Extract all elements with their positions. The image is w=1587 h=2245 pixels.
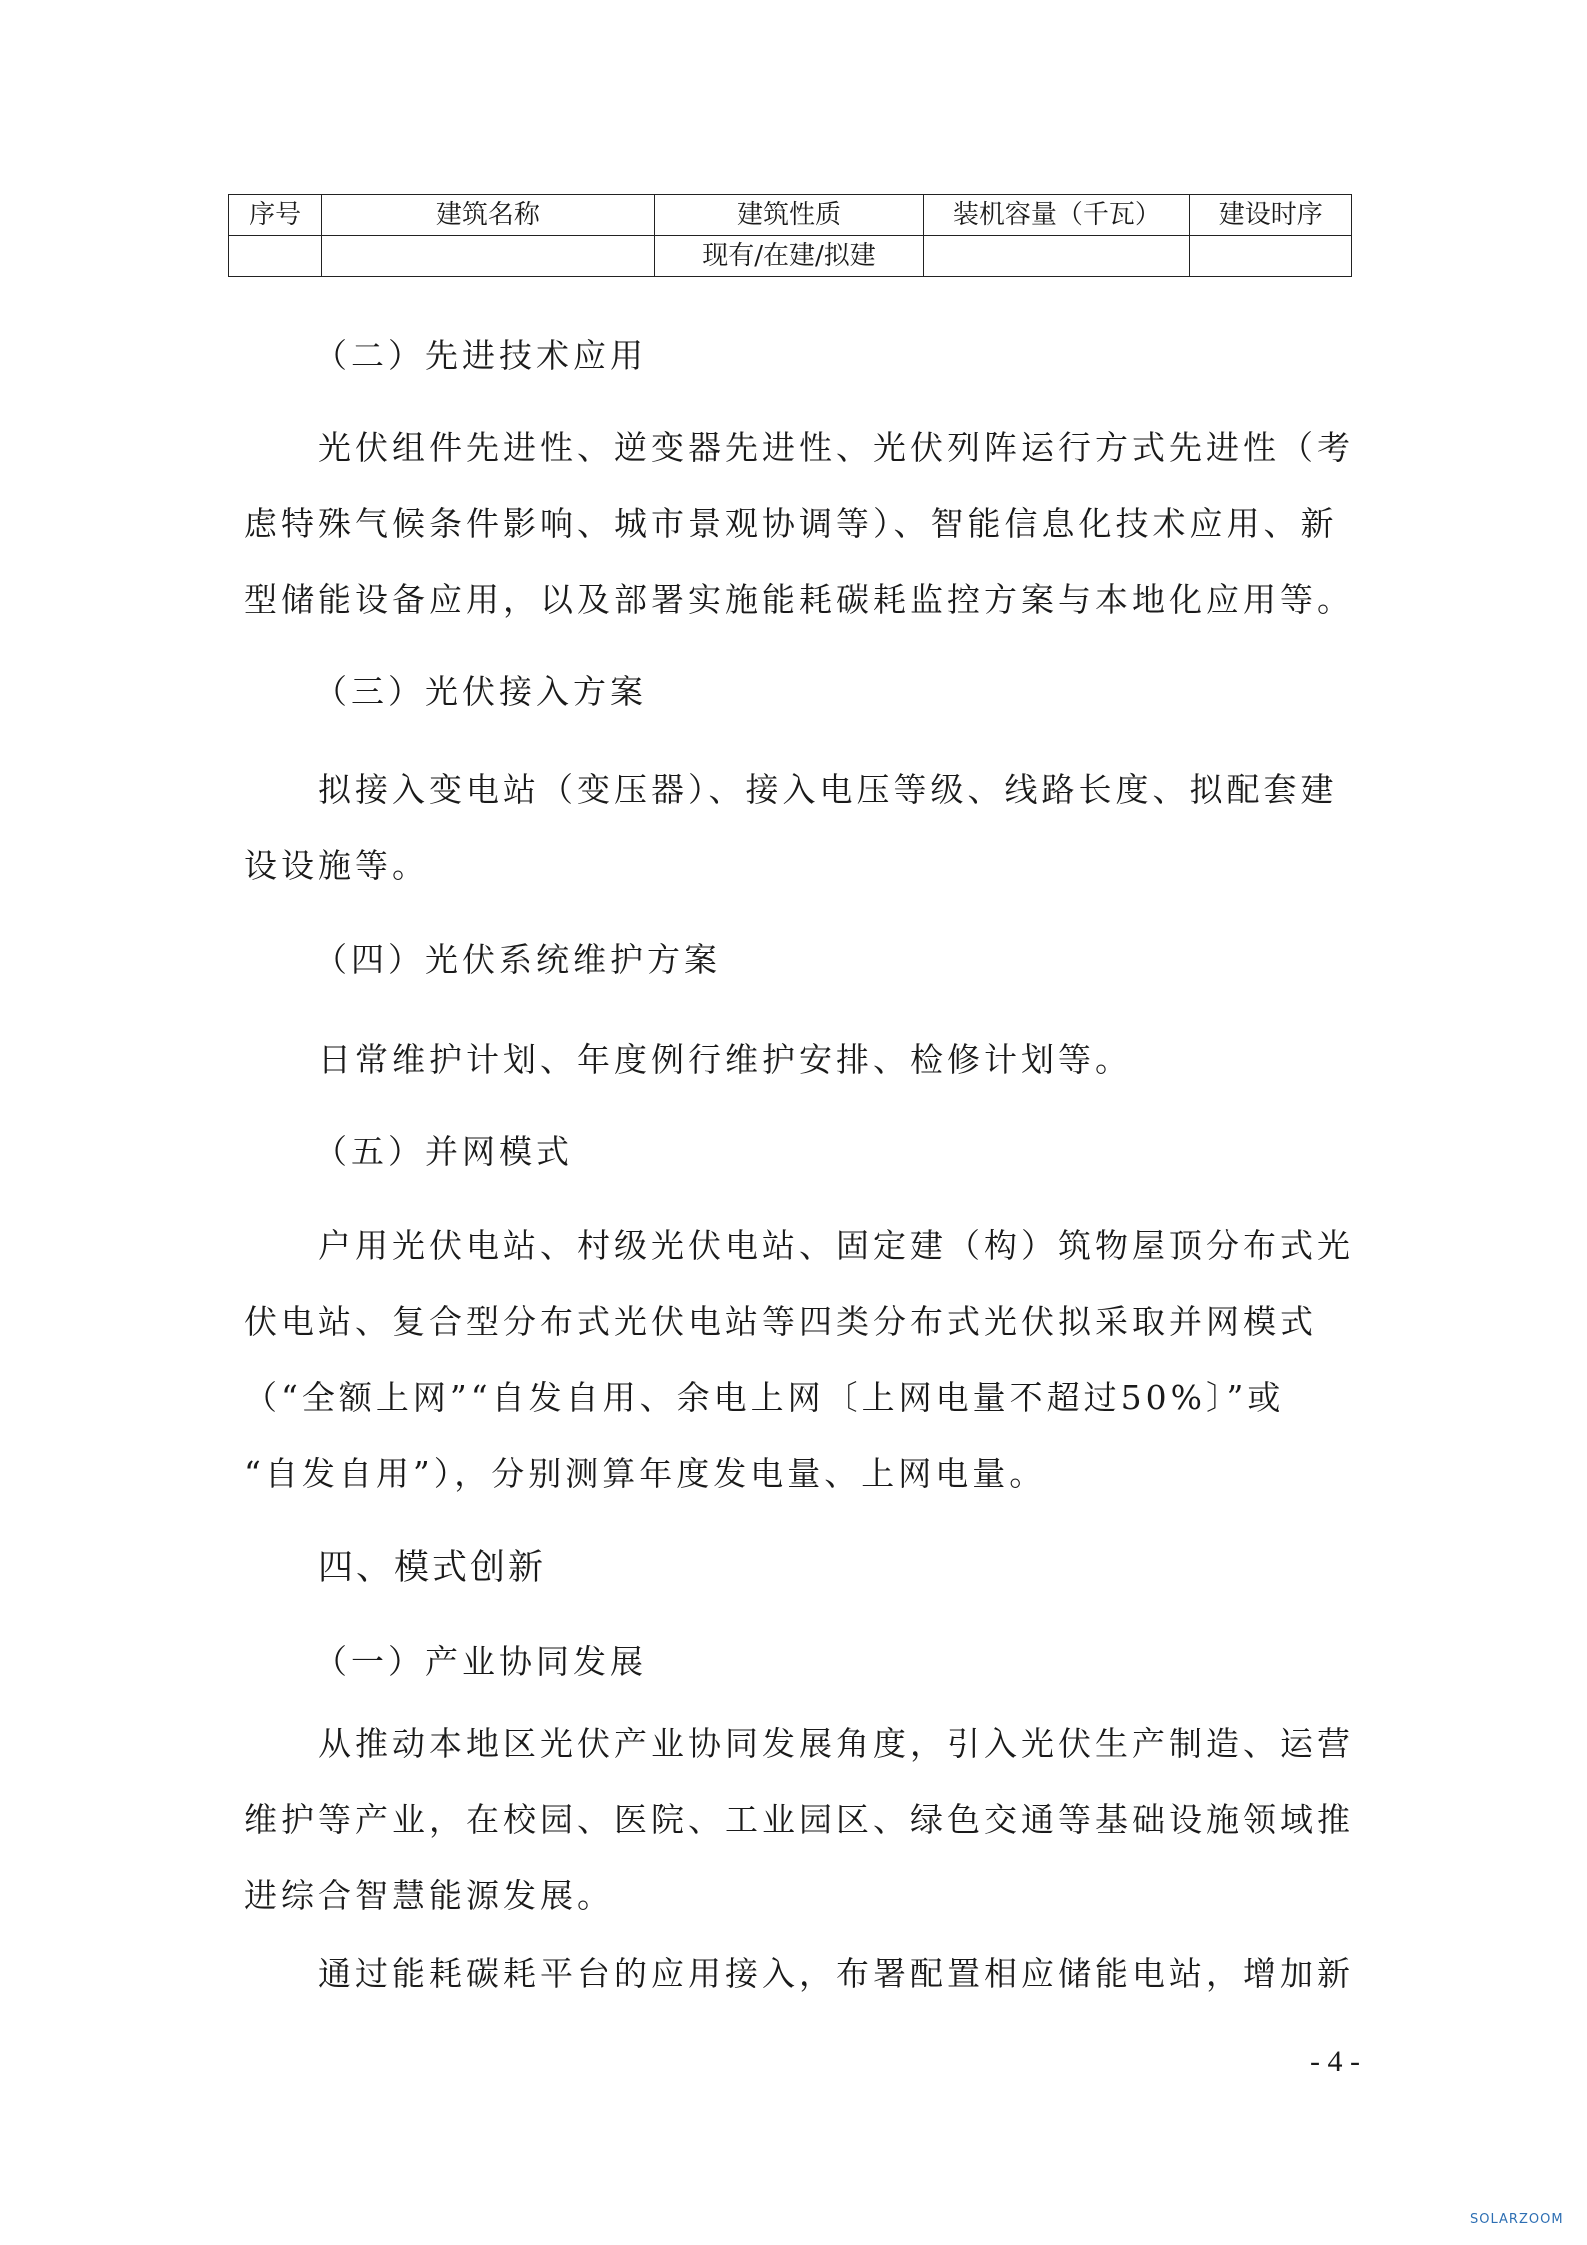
chapter-heading-model-innovation: 四、模式创新 <box>318 1548 547 1588</box>
paragraph-line: 进综合智慧能源发展。 <box>244 1876 614 1915</box>
section-title-industry-synergy: （一）产业协同发展 <box>314 1642 647 1681</box>
table-cell: 现有/在建/拟建 <box>654 236 924 277</box>
table-cell <box>229 236 322 277</box>
page-number: - 4 - <box>1310 2045 1360 2078</box>
paragraph-line: 拟接入变电站（变压器）、接入电压等级、线路长度、拟配套建 <box>318 770 1338 809</box>
col-header-building-type: 建筑性质 <box>654 195 924 236</box>
paragraph-line: 设设施等。 <box>244 846 429 885</box>
table-cell <box>322 236 654 277</box>
paragraph-line: 伏电站、复合型分布式光伏电站等四类分布式光伏拟采取并网模式 <box>244 1302 1317 1341</box>
section-title-advanced-tech: （二）先进技术应用 <box>314 336 647 375</box>
paragraph-line: 通过能耗碳耗平台的应用接入，布署配置相应储能电站，增加新 <box>318 1954 1354 1993</box>
table-header-row <box>229 195 1352 236</box>
paragraph-line: 户用光伏电站、村级光伏电站、固定建（构）筑物屋顶分布式光 <box>318 1226 1354 1265</box>
table-cell <box>1190 236 1352 277</box>
paragraph-line: “自发自用”），分别测算年度发电量、上网电量。 <box>244 1454 1047 1493</box>
section-title-maintenance: （四）光伏系统维护方案 <box>314 940 721 979</box>
paragraph-line: 维护等产业，在校园、医院、工业园区、绿色交通等基础设施领域推 <box>244 1800 1354 1839</box>
table-cell <box>924 236 1190 277</box>
col-header-schedule: 建设时序 <box>1190 195 1352 236</box>
paragraph-line: 光伏组件先进性、逆变器先进性、光伏列阵运行方式先进性（考 <box>318 428 1354 467</box>
paragraph-line: 型储能设备应用，以及部署实施能耗碳耗监控方案与本地化应用等。 <box>244 580 1354 619</box>
section-title-grid-access: （三）光伏接入方案 <box>314 672 647 711</box>
paragraph-line: （“全额上网”“自发自用、余电上网〔上网电量不超过50%〕”或 <box>244 1378 1285 1417</box>
section-title-grid-mode: （五）并网模式 <box>314 1132 573 1171</box>
paragraph-line: 日常维护计划、年度例行维护安排、检修计划等。 <box>318 1040 1132 1079</box>
building-table <box>228 194 1352 277</box>
paragraph-line: 虑特殊气候条件影响、城市景观协调等）、智能信息化技术应用、新 <box>244 504 1338 543</box>
table-row <box>229 236 1352 277</box>
watermark: SOLARZOOM <box>1470 2212 1564 2227</box>
col-header-building-name: 建筑名称 <box>322 195 654 236</box>
col-header-capacity: 装机容量（千瓦） <box>924 195 1190 236</box>
col-header-index: 序号 <box>229 195 322 236</box>
paragraph-line: 从推动本地区光伏产业协同发展角度，引入光伏生产制造、运营 <box>318 1724 1354 1763</box>
